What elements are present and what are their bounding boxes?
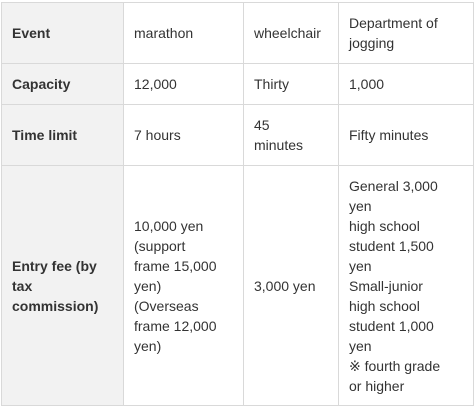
cell-event-jogging: Department of jogging: [339, 3, 474, 64]
cell-event-wheelchair: wheelchair: [244, 3, 339, 64]
cell-capacity-jogging: 1,000: [339, 64, 474, 105]
table-row-entry-fee: [2, 166, 474, 406]
cell-entry-fee-jogging: General 3,000 yen high school student 1,500 yen Small-junior high school student 1,000 yen ※ fourth grade or higher: [339, 166, 474, 406]
row-header-event: Event: [2, 3, 124, 64]
row-header-time-limit: Time limit: [2, 105, 124, 166]
cell-time-limit-marathon: 7 hours: [124, 105, 244, 166]
cell-time-limit-jogging: Fifty minutes: [339, 105, 474, 166]
cell-capacity-marathon: 12,000: [124, 64, 244, 105]
event-info-table: [1, 2, 474, 406]
table-row-time-limit: [2, 105, 474, 166]
table-row-capacity: [2, 64, 474, 105]
cell-capacity-wheelchair: Thirty: [244, 64, 339, 105]
cell-entry-fee-marathon: 10,000 yen (support frame 15,000 yen) (Overseas frame 12,000 yen): [124, 166, 244, 406]
cell-event-marathon: marathon: [124, 3, 244, 64]
cell-time-limit-wheelchair: 45 minutes: [244, 105, 339, 166]
row-header-capacity: Capacity: [2, 64, 124, 105]
cell-entry-fee-wheelchair: 3,000 yen: [244, 166, 339, 406]
row-header-entry-fee: Entry fee (by tax commission): [2, 166, 124, 406]
table-row-event: [2, 3, 474, 64]
